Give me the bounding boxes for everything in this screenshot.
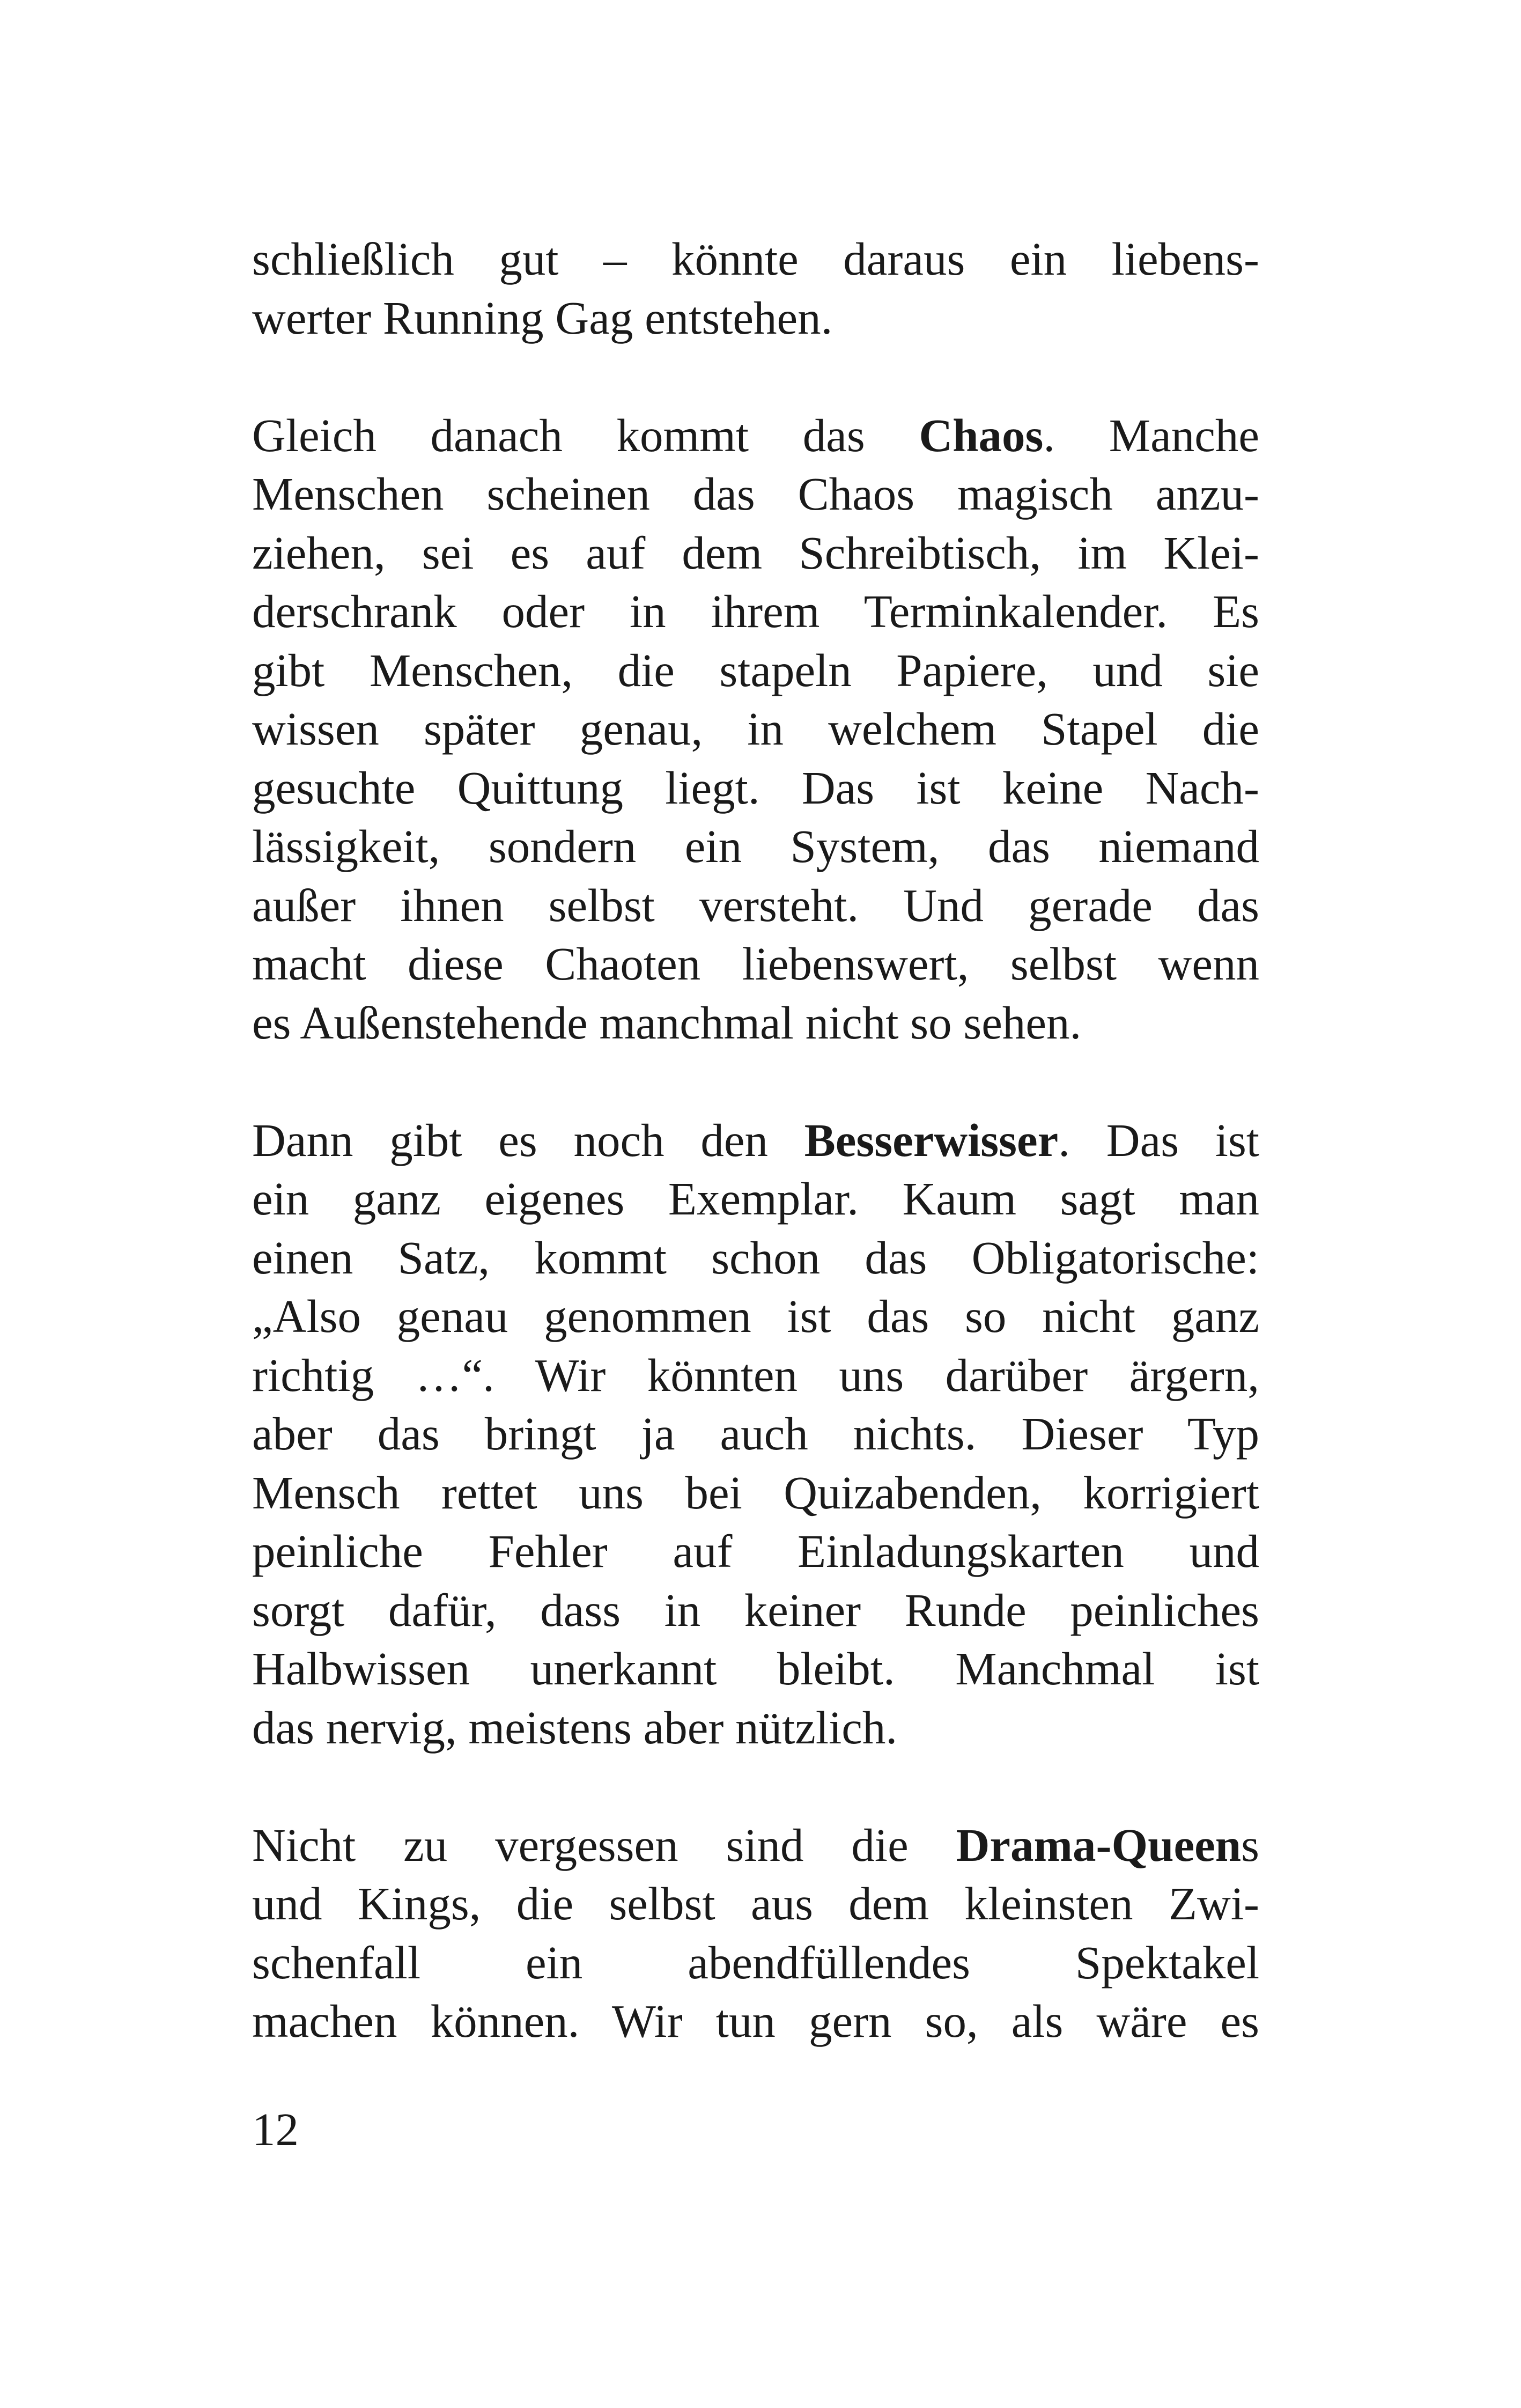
text-line (252, 230, 1259, 289)
text-run: gibt Menschen, die stapeln Papiere, und sie (252, 644, 1259, 696)
text-run: Menschen scheinen das Chaos magisch anzu- (252, 468, 1259, 520)
text-run: werter Running Gag entstehen. (252, 291, 833, 344)
text-line (252, 993, 1259, 1052)
text-line (252, 1698, 1259, 1757)
text-run: Mensch rettet uns bei Quizabenden, korrigiert (252, 1466, 1259, 1519)
text-line (252, 1169, 1259, 1228)
paragraph (252, 230, 1259, 347)
paragraph-gap (252, 1757, 1259, 1816)
text-line (252, 1874, 1259, 1933)
text-run: lässigkeit, sondern ein System, das niemand (252, 820, 1259, 872)
page-number: 12 (252, 2103, 299, 2155)
text-run: außer ihnen selbst versteht. Und gerade das (252, 879, 1259, 931)
text-run: macht diese Chaoten liebenswert, selbst wenn (252, 938, 1259, 990)
bold-term: Chaos (919, 409, 1044, 461)
text-line (252, 1228, 1259, 1287)
paragraph-gap (252, 347, 1259, 406)
text-run: machen können. Wir tun gern so, als wäre es (252, 1995, 1259, 2047)
text-run: aber das bringt ja auch nichts. Dieser Typ (252, 1408, 1259, 1460)
text-line (252, 1933, 1259, 1992)
text-line (252, 1816, 1259, 1875)
text-line (252, 289, 1259, 348)
text-run: Dann gibt es noch den (252, 1114, 804, 1166)
text-run: schließlich gut – könnte daraus ein liebens- (252, 233, 1259, 285)
text-run: peinliche Fehler auf Einladungskarten und (252, 1525, 1259, 1577)
text-line (252, 1992, 1259, 2051)
text-line (252, 582, 1259, 641)
text-run: wissen später genau, in welchem Stapel die (252, 703, 1259, 755)
text-run: s (1241, 1818, 1259, 1871)
text-line (252, 1404, 1259, 1463)
text-line (252, 699, 1259, 759)
text-line (252, 1639, 1259, 1698)
text-line (252, 524, 1259, 583)
text-run: und Kings, die selbst aus dem kleinsten Zwi- (252, 1877, 1259, 1930)
text-run: Nicht zu vergessen sind die (252, 1818, 956, 1871)
bold-term: Drama-Queen (956, 1818, 1242, 1871)
paragraph (252, 1816, 1259, 2051)
text-line (252, 876, 1259, 935)
text-run: gesuchte Quittung liegt. Das ist keine Nach- (252, 761, 1259, 814)
text-line (252, 1346, 1259, 1405)
body-text (252, 230, 1259, 2051)
text-run: derschrank oder in ihrem Terminkalender. Es (252, 585, 1259, 637)
text-run: schenfall ein abendfüllendes Spektakel (252, 1936, 1259, 1989)
text-run: ein ganz eigenes Exemplar. Kaum sagt man (252, 1173, 1259, 1225)
paragraph (252, 406, 1259, 1052)
text-run: das nervig, meistens aber nützlich. (252, 1701, 898, 1754)
text-line (252, 1287, 1259, 1346)
text-run: es Außenstehende manchmal nicht so sehen. (252, 996, 1082, 1049)
text-run: Gleich danach kommt das (252, 409, 919, 461)
paragraph (252, 1111, 1259, 1757)
text-line (252, 1581, 1259, 1640)
text-run: sorgt dafür, dass in keiner Runde peinliches (252, 1584, 1259, 1636)
text-line (252, 934, 1259, 993)
text-line (252, 759, 1259, 818)
text-line (252, 465, 1259, 524)
text-run: ziehen, sei es auf dem Schreibtisch, im Klei- (252, 526, 1259, 579)
paragraph-gap (252, 1052, 1259, 1111)
text-line (252, 1463, 1259, 1522)
text-run: einen Satz, kommt schon das Obligatorische: (252, 1231, 1259, 1284)
text-run: . Das ist (1058, 1114, 1259, 1166)
text-line (252, 817, 1259, 876)
bold-term: Besserwisser (804, 1114, 1059, 1166)
text-line (252, 1522, 1259, 1581)
text-line (252, 1111, 1259, 1170)
text-run: . Manche (1043, 409, 1260, 461)
text-run: Halbwissen unerkannt bleibt. Manchmal ist (252, 1643, 1259, 1695)
text-line (252, 406, 1259, 465)
text-run: richtig …“. Wir könnten uns darüber ärgern, (252, 1349, 1259, 1401)
text-run: „Also genau genommen ist das so nicht ganz (252, 1290, 1259, 1342)
text-line (252, 641, 1259, 700)
